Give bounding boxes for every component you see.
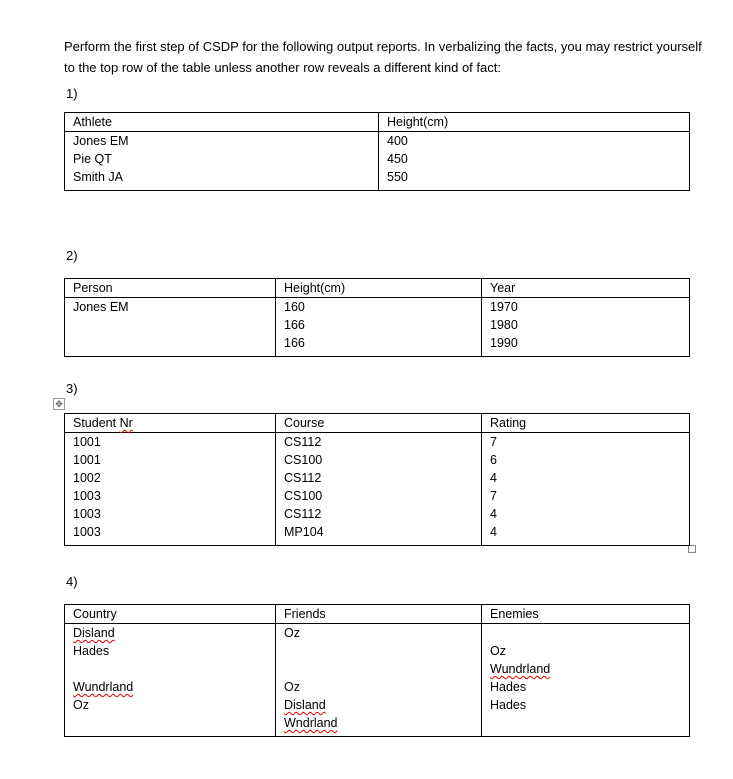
- table-cell[interactable]: [276, 624, 482, 643]
- cell-text: Oz: [73, 698, 89, 712]
- section-number: 4): [66, 574, 78, 589]
- table-cell[interactable]: [276, 433, 482, 452]
- table-cell: [276, 732, 482, 737]
- table-cell[interactable]: [482, 316, 690, 334]
- cell-text: 6: [490, 453, 497, 467]
- section-number: 1): [66, 86, 78, 101]
- column-header[interactable]: [482, 279, 690, 298]
- table-row: [65, 150, 690, 168]
- cell-text: 160: [284, 300, 305, 314]
- table-cell[interactable]: [482, 334, 690, 352]
- cell-text: Rating: [490, 416, 527, 430]
- table-cell[interactable]: [379, 132, 690, 151]
- table-cell[interactable]: [482, 624, 690, 643]
- cell-text: 1990: [490, 336, 518, 350]
- cell-text: Jones EM: [73, 300, 129, 314]
- table-cell[interactable]: [65, 678, 276, 696]
- report-table-4[interactable]: [64, 604, 690, 737]
- table-row: [65, 433, 690, 452]
- table-cell[interactable]: [482, 523, 690, 541]
- table-padding: [65, 732, 690, 737]
- table-cell[interactable]: [482, 505, 690, 523]
- cell-text: 1001: [73, 453, 101, 467]
- table-row: [65, 642, 690, 660]
- table-cell[interactable]: [482, 298, 690, 317]
- table-cell[interactable]: [379, 150, 690, 168]
- cell-text: Pie QT: [73, 152, 112, 166]
- table-cell[interactable]: [482, 660, 690, 678]
- table-header-row: [65, 414, 690, 433]
- table-row: [65, 523, 690, 541]
- cell-text: Oz: [284, 680, 300, 694]
- table-cell[interactable]: [276, 451, 482, 469]
- table-cell[interactable]: [65, 150, 379, 168]
- cell-text: 4: [490, 471, 497, 485]
- table-cell: [276, 352, 482, 357]
- cell-text: Wundrland: [73, 680, 134, 694]
- column-header[interactable]: [276, 605, 482, 624]
- column-header[interactable]: [482, 605, 690, 624]
- column-header[interactable]: [482, 414, 690, 433]
- cell-text: 400: [387, 134, 408, 148]
- cell-text: 166: [284, 336, 305, 350]
- cell-text: 450: [387, 152, 408, 166]
- cell-text: CS100: [284, 453, 323, 467]
- table-cell[interactable]: [65, 469, 276, 487]
- table-cell[interactable]: [65, 696, 276, 714]
- table-row: [65, 678, 690, 696]
- cell-text: Jones EM: [73, 134, 129, 148]
- cell-text: 7: [490, 435, 497, 449]
- table-cell[interactable]: [65, 642, 276, 660]
- table-header-row: [65, 605, 690, 624]
- table-cell[interactable]: [276, 523, 482, 541]
- table-row: [65, 168, 690, 186]
- table-header-row: [65, 113, 690, 132]
- cell-text: 1003: [73, 489, 101, 503]
- table-row: [65, 298, 690, 317]
- table-cell[interactable]: [65, 714, 276, 732]
- table-cell[interactable]: [65, 334, 276, 352]
- cell-text: Hades: [490, 698, 527, 712]
- column-header[interactable]: [65, 113, 379, 132]
- table-cell[interactable]: [276, 298, 482, 317]
- table-row: [65, 132, 690, 151]
- table-cell[interactable]: [65, 660, 276, 678]
- table-cell[interactable]: [276, 714, 482, 732]
- section-number: 3): [66, 381, 78, 396]
- table-cell: [482, 732, 690, 737]
- column-header[interactable]: [65, 414, 276, 433]
- table-cell: [482, 352, 690, 357]
- table-cell[interactable]: [65, 316, 276, 334]
- table-cell[interactable]: [276, 696, 482, 714]
- cell-text: 4: [490, 525, 497, 539]
- table-cell: [65, 352, 276, 357]
- table-cell[interactable]: [65, 523, 276, 541]
- cell-text: Wndrland: [284, 716, 338, 730]
- cell-text: CS112: [284, 507, 322, 521]
- column-header[interactable]: [379, 113, 690, 132]
- instructions-text: Perform the first step of CSDP for the following output reports. In verbalizing the facts, you may restrict yourself to the top row of the table unless another row reveals a different kind of fact:: [64, 39, 702, 75]
- cell-text: Year: [490, 281, 516, 295]
- cell-text: Friends: [284, 607, 326, 621]
- table-cell[interactable]: [276, 642, 482, 660]
- cell-text: Student Nr: [73, 416, 133, 430]
- report-table-3[interactable]: [64, 413, 690, 546]
- table-row: [65, 334, 690, 352]
- table-row: [65, 696, 690, 714]
- cell-text: 1001: [73, 435, 101, 449]
- cell-text: Height(cm): [284, 281, 346, 295]
- table-row: [65, 316, 690, 334]
- cell-text: 1970: [490, 300, 518, 314]
- cell-text: Person: [73, 281, 113, 295]
- cell-text: Country: [73, 607, 117, 621]
- cell-text: CS112: [284, 471, 322, 485]
- table-cell[interactable]: [65, 168, 379, 186]
- cell-text: 166: [284, 318, 305, 332]
- table-cell[interactable]: [65, 487, 276, 505]
- column-header[interactable]: [65, 605, 276, 624]
- cell-text: Disland: [284, 698, 326, 712]
- cell-text: Oz: [284, 626, 300, 640]
- table-header-row: [65, 279, 690, 298]
- column-header[interactable]: [276, 414, 482, 433]
- table-move-handle-icon[interactable]: ✥: [53, 398, 65, 410]
- cell-text: 7: [490, 489, 497, 503]
- cell-text: CS112: [284, 435, 322, 449]
- cell-text: Hades: [73, 644, 110, 658]
- cell-text: 1980: [490, 318, 518, 332]
- table-cell[interactable]: [482, 469, 690, 487]
- cell-text: Disland: [73, 626, 115, 640]
- table-cell: [65, 186, 379, 191]
- table-cell[interactable]: [276, 316, 482, 334]
- table-resize-handle[interactable]: [688, 545, 696, 553]
- cell-text: 1003: [73, 525, 101, 539]
- table-cell[interactable]: [482, 678, 690, 696]
- table-cell[interactable]: [482, 451, 690, 469]
- table-cell[interactable]: [482, 433, 690, 452]
- table-cell[interactable]: [276, 469, 482, 487]
- cell-text: Wundrland: [490, 662, 551, 676]
- table-row: [65, 714, 690, 732]
- cell-text: Hades: [490, 680, 527, 694]
- cell-text: Oz: [490, 644, 506, 658]
- table-padding: [65, 352, 690, 357]
- cell-text: CS100: [284, 489, 323, 503]
- table-cell: [65, 541, 276, 546]
- table-padding: [65, 186, 690, 191]
- table-cell[interactable]: [276, 660, 482, 678]
- table-cell[interactable]: [482, 696, 690, 714]
- cell-text: 1002: [73, 471, 101, 485]
- table-cell: [276, 541, 482, 546]
- table-row: [65, 469, 690, 487]
- table-cell[interactable]: [65, 624, 276, 643]
- table-cell[interactable]: [65, 132, 379, 151]
- cell-text: 4: [490, 507, 497, 521]
- table-padding: [65, 541, 690, 546]
- cell-text: Course: [284, 416, 325, 430]
- cell-text: Height(cm): [387, 115, 449, 129]
- table-row: [65, 451, 690, 469]
- table-row: [65, 487, 690, 505]
- cell-text: 550: [387, 170, 408, 184]
- table-cell[interactable]: [276, 505, 482, 523]
- table-cell[interactable]: [276, 487, 482, 505]
- cell-text: Enemies: [490, 607, 539, 621]
- table-cell[interactable]: [65, 451, 276, 469]
- cell-text: MP104: [284, 525, 324, 539]
- table-cell[interactable]: [65, 298, 276, 317]
- column-header[interactable]: [276, 279, 482, 298]
- table-row: [65, 660, 690, 678]
- cell-text: 1003: [73, 507, 101, 521]
- table-cell[interactable]: [379, 168, 690, 186]
- report-table-1[interactable]: [64, 112, 690, 191]
- table-cell[interactable]: [482, 487, 690, 505]
- table-cell: [65, 732, 276, 737]
- table-cell[interactable]: [65, 505, 276, 523]
- table-cell[interactable]: [276, 334, 482, 352]
- section-number: 2): [66, 248, 78, 263]
- table-cell[interactable]: [276, 678, 482, 696]
- cell-text: Athlete: [73, 115, 112, 129]
- table-row: [65, 624, 690, 643]
- column-header[interactable]: [65, 279, 276, 298]
- cell-text: Smith JA: [73, 170, 124, 184]
- report-table-2[interactable]: [64, 278, 690, 357]
- table-row: [65, 505, 690, 523]
- table-cell: [482, 541, 690, 546]
- table-cell[interactable]: [65, 433, 276, 452]
- table-cell: [379, 186, 690, 191]
- table-cell[interactable]: [482, 714, 690, 732]
- table-cell[interactable]: [482, 642, 690, 660]
